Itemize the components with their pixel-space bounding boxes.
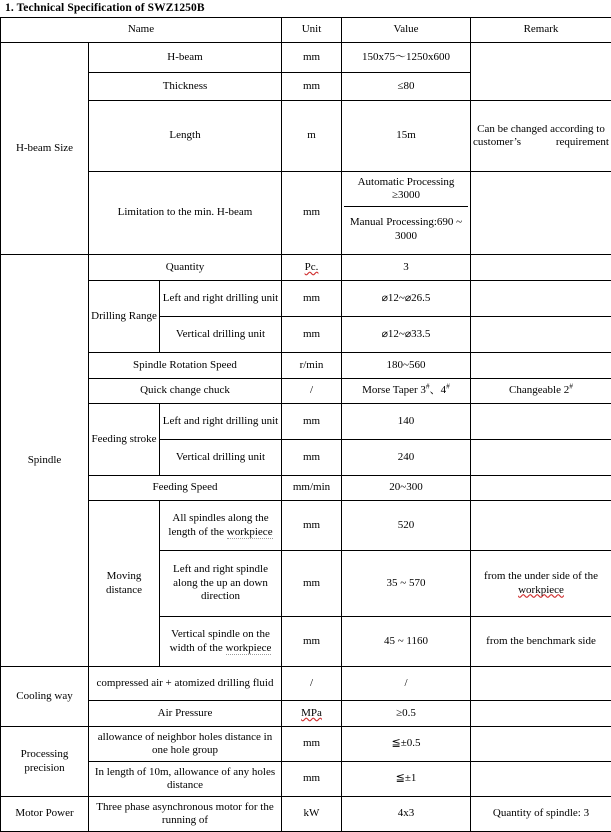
table-row <box>1 501 611 551</box>
row-feed-lr-name: Left and right drilling unit <box>160 404 282 440</box>
row-motor-value: 4x3 <box>342 797 471 832</box>
row-move-all-remark <box>471 501 611 551</box>
row-quantity-unit: Pc. <box>282 255 342 281</box>
row-hbeam-unit: mm <box>282 43 342 73</box>
row-air-pressure-value: ≥0.5 <box>342 701 471 727</box>
row-hbeam-name: H-beam <box>89 43 282 73</box>
row-move-all-unit: mm <box>282 501 342 551</box>
row-motor-remark: Quantity of spindle: 3 <box>471 797 611 832</box>
table-row <box>1 667 611 701</box>
table-row <box>1 43 611 73</box>
diameter-icon: ⌀ <box>404 291 412 304</box>
row-quantity-value: 3 <box>342 255 471 281</box>
group-motor-power: Motor Power <box>1 797 89 832</box>
subgroup-feeding-stroke: Feeding stroke <box>89 404 160 476</box>
row-precision-neighbor-remark <box>471 727 611 762</box>
row-feed-vert-value: 240 <box>342 440 471 476</box>
row-thickness-name: Thickness <box>89 73 282 101</box>
row-limitation-name: Limitation to the min. H-beam <box>89 172 282 255</box>
row-drill-vert-remark <box>471 317 611 353</box>
row-cooling-fluid-value: / <box>342 667 471 701</box>
diameter-icon: ⌀ <box>404 327 412 340</box>
row-rotation-speed-remark <box>471 353 611 379</box>
row-feed-lr-value: 140 <box>342 404 471 440</box>
row-length-value: 15m <box>342 101 471 172</box>
technical-specification-table <box>0 17 611 832</box>
header-value: Value <box>342 18 471 43</box>
row-move-lr-unit: mm <box>282 551 342 617</box>
row-feeding-speed-remark <box>471 476 611 501</box>
row-feeding-speed-unit: mm/min <box>282 476 342 501</box>
row-thickness-unit: mm <box>282 73 342 101</box>
row-cooling-fluid-name: compressed air + atomized drilling fluid <box>89 667 282 701</box>
limitation-value-manual: Manual Processing:690 ~ 3000 <box>349 216 463 242</box>
row-move-lr-value: 35 ~ 570 <box>342 551 471 617</box>
group-hbeam-size: H-beam Size <box>1 43 89 255</box>
row-rotation-speed-value: 180~560 <box>342 353 471 379</box>
table-row <box>1 379 611 404</box>
table-row <box>1 404 611 440</box>
row-drill-lr-name: Left and right drilling unit <box>160 281 282 317</box>
row-feed-vert-remark <box>471 440 611 476</box>
group-cooling-way: Cooling way <box>1 667 89 727</box>
row-move-all-value: 520 <box>342 501 471 551</box>
row-rotation-speed-unit: r/min <box>282 353 342 379</box>
table-row <box>1 172 611 255</box>
row-thickness-value: ≤80 <box>342 73 471 101</box>
row-chuck-unit: / <box>282 379 342 404</box>
row-feeding-speed-name: Feeding Speed <box>89 476 282 501</box>
diameter-icon: ⌀ <box>381 291 388 304</box>
row-feed-lr-unit: mm <box>282 404 342 440</box>
row-drill-lr-value: ⌀12~⌀26.5 <box>342 281 471 317</box>
limitation-value-automatic: Automatic Processing ≥3000 <box>344 173 468 206</box>
row-length-remark: Can be changed according to customer’s requirement <box>471 101 611 172</box>
row-feed-vert-unit: mm <box>282 440 342 476</box>
row-move-all-name: All spindles along the length of the workpiece <box>160 501 282 551</box>
row-move-vert-unit: mm <box>282 617 342 667</box>
row-drill-lr-unit: mm <box>282 281 342 317</box>
row-chuck-value: Morse Taper 3#、4# <box>342 379 471 404</box>
row-precision-neighbor-value: ≦±0.5 <box>342 727 471 762</box>
table-header-row <box>1 18 611 43</box>
table-row <box>1 101 611 172</box>
page-title: 1. Technical Specification of SWZ1250B <box>5 2 205 14</box>
group-processing-precision: Processing precision <box>1 727 89 797</box>
row-drill-vert-name: Vertical drilling unit <box>160 317 282 353</box>
row-precision-10m-remark <box>471 762 611 797</box>
row-drill-vert-unit: mm <box>282 317 342 353</box>
row-precision-neighbor-name: allowance of neighbor holes distance in one hole group <box>89 727 282 762</box>
row-precision-10m-name: In length of 10m, allowance of any holes distance <box>89 762 282 797</box>
header-unit: Unit <box>282 18 342 43</box>
row-move-lr-name: Left and right spindle along the up an down direction <box>160 551 282 617</box>
table-row <box>1 476 611 501</box>
row-drill-vert-value: ⌀12~⌀33.5 <box>342 317 471 353</box>
row-feed-vert-name: Vertical drilling unit <box>160 440 282 476</box>
row-feed-lr-remark <box>471 404 611 440</box>
row-move-lr-remark: from the under side of the workpiece <box>471 551 611 617</box>
row-hbeam-remark <box>471 43 611 101</box>
table-row <box>1 762 611 797</box>
row-move-vert-remark: from the benchmark side <box>471 617 611 667</box>
group-spindle: Spindle <box>1 255 89 667</box>
row-air-pressure-unit: MPa <box>282 701 342 727</box>
table-row <box>1 353 611 379</box>
row-air-pressure-remark <box>471 701 611 727</box>
row-drill-lr-remark <box>471 281 611 317</box>
row-air-pressure-name: Air Pressure <box>89 701 282 727</box>
row-rotation-speed-name: Spindle Rotation Speed <box>89 353 282 379</box>
row-motor-name: Three phase asynchronous motor for the running of <box>89 797 282 832</box>
table-row <box>1 797 611 832</box>
table-row <box>1 701 611 727</box>
row-cooling-fluid-unit: / <box>282 667 342 701</box>
row-quantity-remark <box>471 255 611 281</box>
row-limitation-unit: mm <box>282 172 342 255</box>
row-precision-neighbor-unit: mm <box>282 727 342 762</box>
row-quantity-name: Quantity <box>89 255 282 281</box>
subgroup-moving-distance: Moving distance <box>89 501 160 667</box>
row-hbeam-value: 150x75～1250x600 <box>342 43 471 73</box>
row-length-unit: m <box>282 101 342 172</box>
table-row <box>1 281 611 317</box>
row-precision-10m-unit: mm <box>282 762 342 797</box>
table-row <box>1 727 611 762</box>
row-limitation-remark <box>471 172 611 255</box>
header-remark: Remark <box>471 18 611 43</box>
row-cooling-fluid-remark <box>471 667 611 701</box>
row-precision-10m-value: ≦±1 <box>342 762 471 797</box>
row-limitation-value <box>342 172 471 255</box>
row-move-vert-value: 45 ~ 1160 <box>342 617 471 667</box>
row-length-name: Length <box>89 101 282 172</box>
row-move-vert-name: Vertical spindle on the width of the workpiece <box>160 617 282 667</box>
row-chuck-name: Quick change chuck <box>89 379 282 404</box>
subgroup-drilling-range: Drilling Range <box>89 281 160 353</box>
row-chuck-remark: Changeable 2# <box>471 379 611 404</box>
header-name: Name <box>1 18 282 43</box>
row-motor-unit: kW <box>282 797 342 832</box>
table-row <box>1 255 611 281</box>
diameter-icon: ⌀ <box>381 327 388 340</box>
row-feeding-speed-value: 20~300 <box>342 476 471 501</box>
